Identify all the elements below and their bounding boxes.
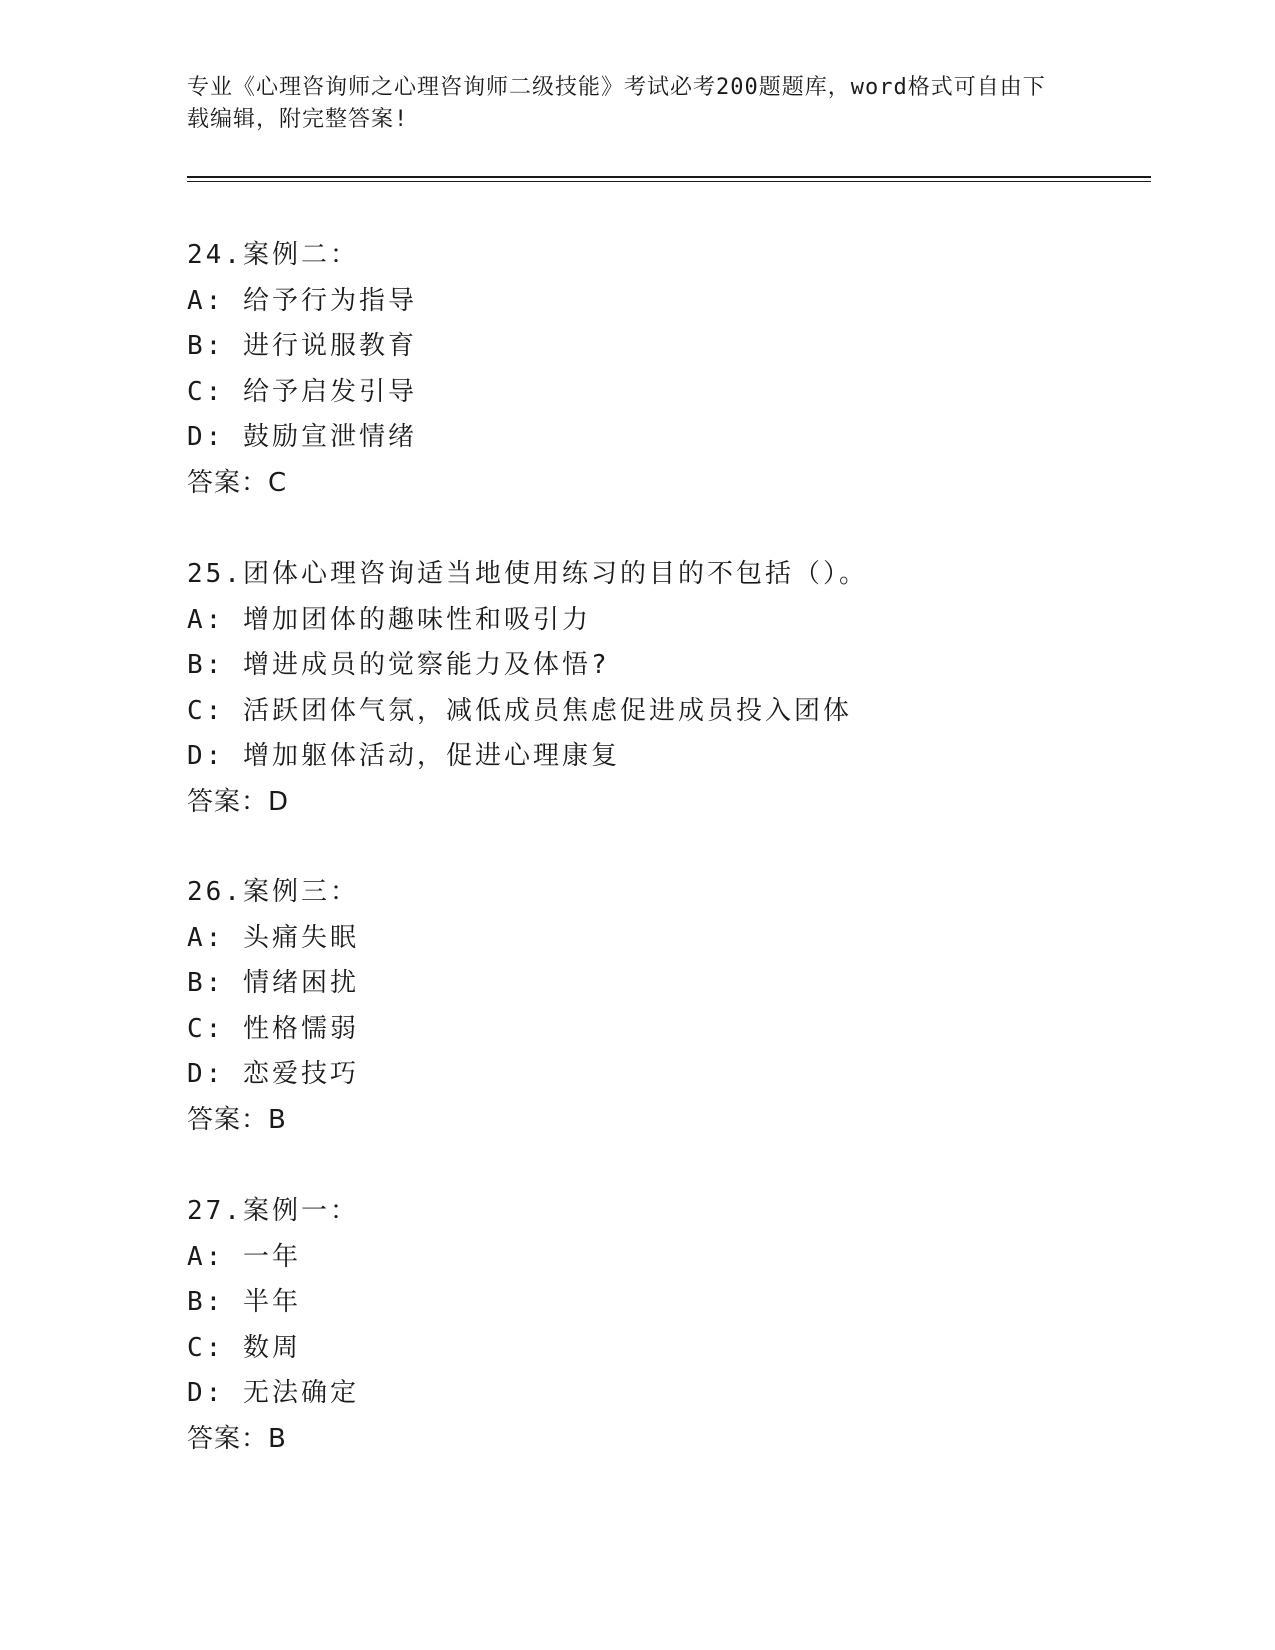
- document-header: 专业《心理咨询师之心理咨询师二级技能》考试必考200题题库，word格式可自由下载编辑，附完整答案!: [187, 75, 1046, 132]
- header-divider-thin: [187, 181, 1151, 182]
- option-b: B: 进行说服教育: [187, 331, 417, 361]
- option-c: C: 活跃团体气氛，减低成员焦虑促进成员投入团体: [187, 695, 852, 726]
- question-stem: 27.案例一：: [187, 1196, 359, 1226]
- option-a: A: 一年: [187, 1241, 301, 1272]
- option-d: D: 无法确定: [187, 1378, 359, 1408]
- option-a: A: 给予行为指导: [187, 285, 417, 316]
- question-26: [187, 870, 1147, 1143]
- answer-line: 答案：B: [187, 1423, 287, 1454]
- answer-line: 答案：D: [187, 786, 290, 817]
- option-d: D: 恋爱技巧: [187, 1059, 359, 1089]
- option-a: A: 增加团体的趣味性和吸引力: [187, 604, 591, 635]
- question-27: [187, 1189, 1147, 1462]
- question-24: [187, 233, 1147, 506]
- option-b: B: 情绪困扰: [187, 968, 359, 998]
- question-stem: 26.案例三：: [187, 877, 359, 907]
- option-c: C: 数周: [187, 1332, 301, 1363]
- question-stem: 25.团体心理咨询适当地使用练习的目的不包括（）。: [187, 559, 868, 589]
- option-b: B: 半年: [187, 1287, 301, 1317]
- option-c: C: 给予启发引导: [187, 376, 417, 407]
- option-a: A: 头痛失眠: [187, 922, 359, 953]
- question-stem: 24.案例二：: [187, 240, 359, 270]
- option-c: C: 性格懦弱: [187, 1013, 359, 1044]
- answer-line: 答案：B: [187, 1104, 287, 1135]
- question-25: [187, 552, 1147, 825]
- answer-line: 答案：C: [187, 467, 288, 498]
- option-d: D: 鼓励宣泄情绪: [187, 422, 417, 452]
- option-b: B: 增进成员的觉察能力及体悟?: [187, 650, 610, 680]
- header-divider-thick: [187, 176, 1151, 178]
- option-d: D: 增加躯体活动，促进心理康复: [187, 741, 620, 771]
